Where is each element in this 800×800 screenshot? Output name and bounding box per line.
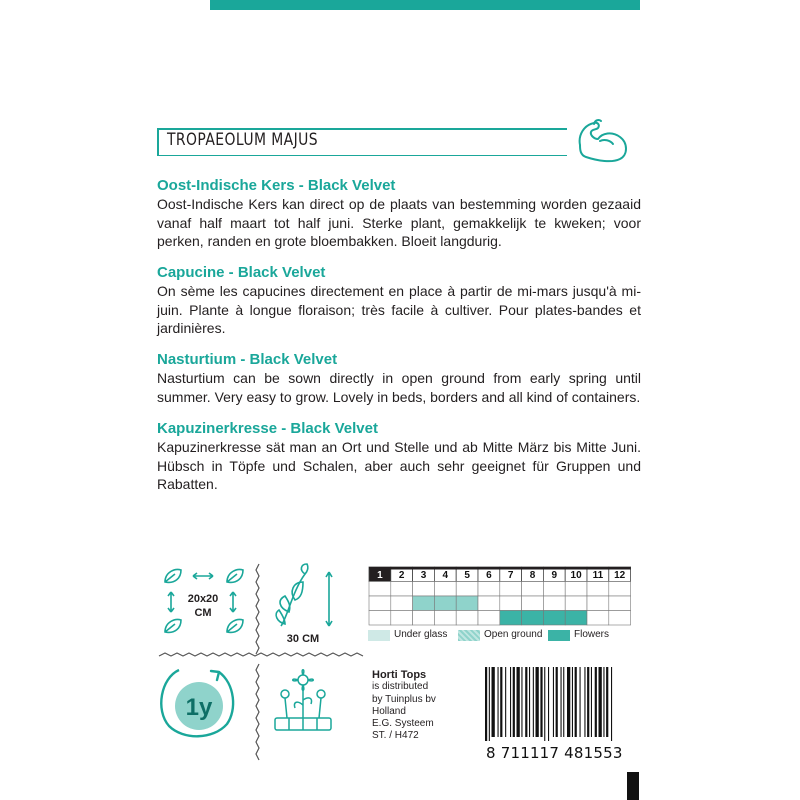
- strong-arm-icon: [572, 115, 632, 170]
- calendar-cell-flowers: [478, 611, 500, 626]
- month-label: 11: [592, 570, 604, 581]
- legend-label: Under glass: [394, 629, 448, 640]
- legend-label: Flowers: [574, 629, 610, 640]
- barcode-image: [481, 667, 639, 742]
- section-body: Nasturtium can be sown directly in open ground from early spring until summer. Very easy to grow. Lovely in beds, borders and all kind of containers.: [157, 370, 641, 405]
- flower-tray-icon: [275, 670, 331, 730]
- height-value: 30 CM: [286, 633, 320, 645]
- section-body: Kapuzinerkresse sät man an Ort und Stelle und ab Mitte März bis Mitte Juni. Hübsch in Töpfe und Schalen, aber auch sehr geeignet für Gruppen und Rabatten.: [157, 439, 641, 492]
- icon-panel: [157, 560, 369, 795]
- barcode-bar: [595, 667, 597, 737]
- calendar-cell-under-glass: [565, 582, 587, 597]
- calendar-cell-open-ground: [587, 596, 609, 611]
- section-heading: Kapuzinerkresse - Black Velvet: [157, 420, 378, 437]
- calendar-cell-open-ground: [434, 596, 456, 611]
- top-color-band: [210, 0, 640, 10]
- calendar-cell-under-glass: [587, 582, 609, 597]
- barcode-bar: [500, 667, 502, 737]
- calendar-cell-open-ground: [543, 596, 565, 611]
- calendar-cell-flowers: [456, 611, 478, 626]
- calendar-cell-flowers: [391, 611, 413, 626]
- barcode-bar: [584, 667, 585, 737]
- calendar-cell-flowers: [500, 611, 522, 626]
- barcode-bar: [517, 667, 520, 737]
- section-german: [157, 420, 641, 494]
- calendar-cell-open-ground: [391, 596, 413, 611]
- calendar-cell-flowers: [565, 611, 587, 626]
- barcode-bar: [611, 667, 612, 741]
- legend-swatch-under-glass: [368, 630, 390, 641]
- calendar-cell-under-glass: [609, 582, 631, 597]
- barcode-bar: [603, 667, 604, 737]
- barcode-bar: [563, 667, 564, 737]
- section-french: [157, 264, 641, 338]
- calendar-cell-flowers: [543, 611, 565, 626]
- calendar-cell-open-ground: [609, 596, 631, 611]
- barcode-bar: [591, 667, 592, 737]
- barcode-bar: [492, 667, 495, 737]
- barcode-bar: [540, 667, 542, 737]
- bottom-registration-mark: [627, 772, 639, 800]
- distributor-line: is distributed: [372, 681, 429, 693]
- barcode-bar: [567, 667, 570, 737]
- barcode-bar: [489, 667, 490, 741]
- calendar-cell-under-glass: [522, 582, 544, 597]
- month-label: 4: [442, 570, 449, 581]
- vertical-separator-top: [256, 564, 259, 654]
- species-name: TROPAEOLUM MAJUS: [167, 130, 319, 150]
- calendar-cell-flowers: [434, 611, 456, 626]
- legend-label: Open ground: [484, 629, 543, 640]
- barcode-bar: [553, 667, 554, 737]
- legend-swatch-flowers: [548, 630, 570, 641]
- calendar-cell-open-ground: [500, 596, 522, 611]
- horizontal-separator: [159, 653, 363, 656]
- barcode-bar: [556, 667, 558, 737]
- calendar-cell-under-glass: [391, 582, 413, 597]
- distributor-line: Holland: [372, 705, 406, 717]
- barcode-bar: [533, 667, 534, 737]
- calendar-top-strip: [369, 567, 631, 570]
- section-body: Oost-Indische Kers kan direct op de plaats van bestemming worden gezaaid vanaf half maart tot half juni. Sterke plant, gemakkelijk te kweken; voor perken, randen en grote bloembakken. Bloeit langdurig.: [157, 196, 641, 249]
- barcode-bar: [580, 667, 581, 737]
- barcode-bar: [510, 667, 511, 737]
- barcode-number: 8 711117 481553: [486, 744, 623, 762]
- calendar-cell-under-glass: [434, 582, 456, 597]
- barcode-bar: [485, 667, 487, 741]
- barcode-bar: [561, 667, 562, 737]
- plant-height-icon: [276, 564, 332, 626]
- month-label: 9: [551, 570, 558, 581]
- barcode-bar: [548, 667, 549, 741]
- month-label: 2: [398, 570, 405, 581]
- legend-swatch-open-ground: [458, 630, 480, 641]
- barcode-bar: [529, 667, 530, 737]
- calendar-cell-flowers: [609, 611, 631, 626]
- section-heading: Oost-Indische Kers - Black Velvet: [157, 177, 396, 194]
- barcode-bar: [505, 667, 506, 737]
- lifecycle-label: 1y: [185, 694, 213, 721]
- section-heading: Nasturtium - Black Velvet: [157, 351, 338, 368]
- distributor-line: ST. / H472: [372, 730, 419, 742]
- section-body: On sème les capucines directement en place à partir de mi-mars jusqu'à mi-juin. Plante à longue floraison; très facile à cultiver. Pour plates-bandes et jardinières.: [157, 283, 641, 336]
- month-label: 3: [420, 570, 427, 581]
- barcode-bar: [606, 667, 608, 737]
- month-label: 5: [464, 570, 470, 581]
- barcode-bar: [513, 667, 515, 737]
- month-label: 7: [507, 570, 514, 581]
- barcode-bar: [572, 667, 573, 737]
- month-label: 8: [529, 570, 536, 581]
- calendar-cell-under-glass: [543, 582, 565, 597]
- month-label: 12: [614, 570, 626, 581]
- brand-name: Horti Tops: [372, 669, 427, 681]
- month-label: 6: [486, 570, 492, 581]
- section-heading: Capucine - Black Velvet: [157, 264, 326, 281]
- barcode-bar: [544, 667, 545, 741]
- calendar-cell-flowers: [587, 611, 609, 626]
- calendar-cell-under-glass: [500, 582, 522, 597]
- calendar-cell-under-glass: [413, 582, 435, 597]
- spacing-unit: CM: [194, 607, 212, 619]
- calendar-cell-under-glass: [456, 582, 478, 597]
- calendar-cell-open-ground: [478, 596, 500, 611]
- banner-bottom-line: [157, 155, 567, 156]
- section-english: [157, 351, 641, 406]
- calendar-cell-open-ground: [522, 596, 544, 611]
- barcode-bar: [498, 667, 499, 737]
- barcode-bar: [536, 667, 539, 737]
- barcode-bar: [525, 667, 527, 737]
- calendar-grid: [368, 566, 643, 626]
- calendar-cell-flowers: [369, 611, 391, 626]
- calendar-cell-flowers: [522, 611, 544, 626]
- calendar-cell-under-glass: [478, 582, 500, 597]
- calendar-cell-open-ground: [369, 596, 391, 611]
- calendar-cell-open-ground: [565, 596, 587, 611]
- calendar-cell-flowers: [413, 611, 435, 626]
- spacing-value: 20x20: [187, 593, 219, 605]
- distributor-line: by Tuinplus bv: [372, 693, 436, 705]
- sowing-calendar: [368, 566, 643, 631]
- vertical-separator-bottom: [256, 664, 259, 760]
- barcode-bar: [521, 667, 522, 737]
- banner-left-line: [157, 128, 159, 156]
- section-dutch: [157, 177, 641, 251]
- calendar-cell-under-glass: [369, 582, 391, 597]
- month-label: 10: [570, 570, 582, 581]
- barcode-bar: [575, 667, 577, 737]
- barcode-bar: [587, 667, 589, 737]
- calendar-cell-open-ground: [456, 596, 478, 611]
- species-banner: [157, 128, 567, 156]
- calendar-legend: [368, 630, 648, 644]
- month-label: 1: [377, 570, 383, 581]
- distributor-line: E.G. Systeem: [372, 718, 434, 730]
- calendar-cell-open-ground: [413, 596, 435, 611]
- distributor-info: [372, 669, 482, 743]
- annual-icon: [161, 670, 233, 736]
- barcode-bar: [599, 667, 602, 737]
